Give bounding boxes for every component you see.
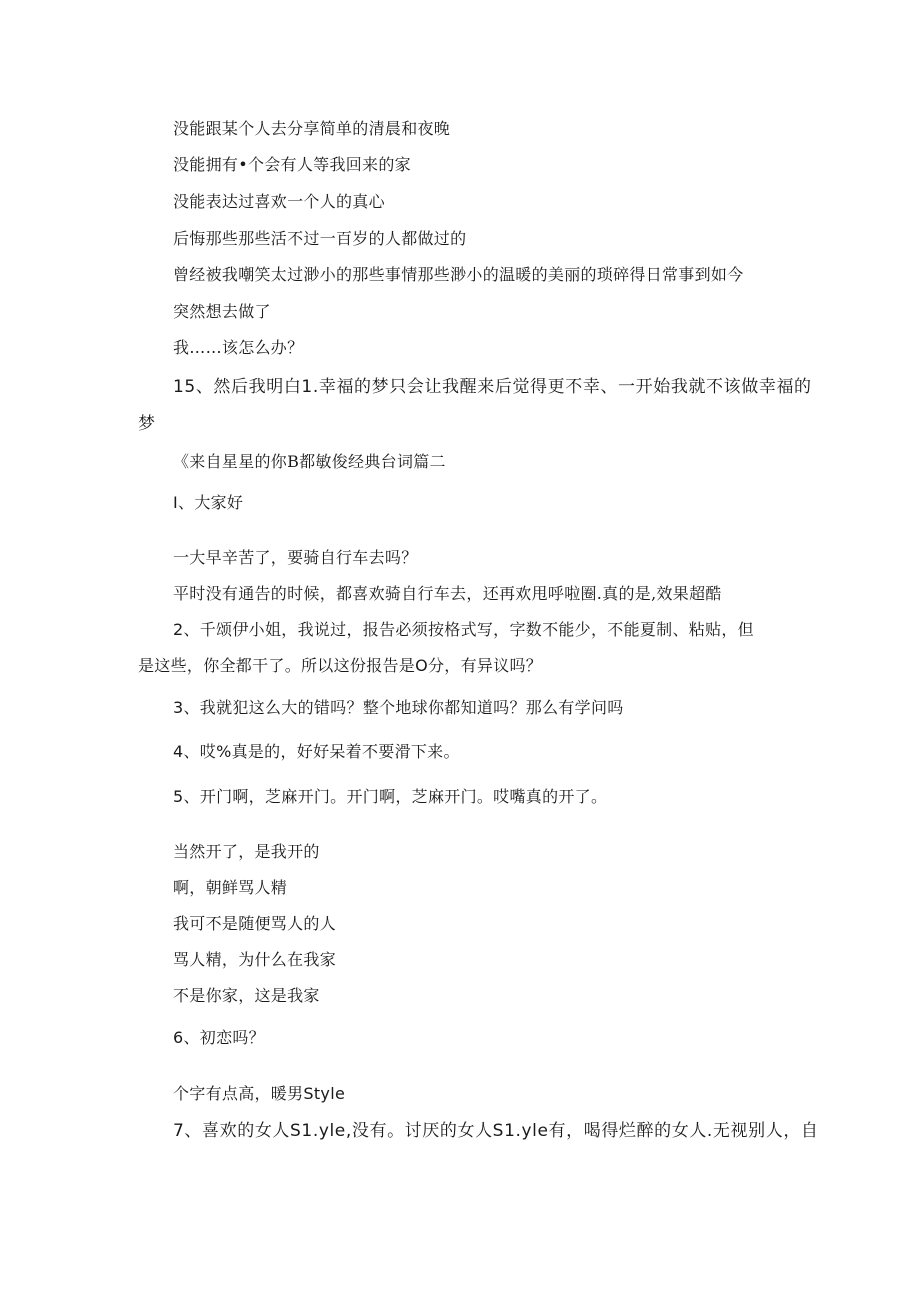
text-line: 个字有点高，暖男Style	[173, 1084, 346, 1103]
numbered-line: 2、千颂伊小姐，我说过，报告必须按格式写，字数不能少，不能夏制、粘贴，但	[173, 620, 754, 639]
text-line: 我……该怎么办？	[173, 338, 304, 357]
text-line: 后悔那些那些活不过一百岁的人都做过的	[173, 229, 467, 248]
text-line: 一大早辛苦了，要骑自行车去吗？	[173, 548, 418, 567]
text-line: 是这些，你全都干了。所以这份报告是O分，有异议吗？	[138, 656, 543, 675]
numbered-line: 7、喜欢的女人S1.yle,没有。讨厌的女人S1.yle有，喝得烂醉的女人.无视别人，自	[173, 1121, 819, 1141]
text-line: 平时没有通告的时候，都喜欢骑自行车去，还再欢甩呼啦圈.真的是,效果超酷	[173, 584, 722, 603]
numbered-line: 15、然后我明白1.幸福的梦只会让我醒来后觉得更不幸、一开始我就不该做幸福的	[173, 377, 812, 397]
numbered-line: 5、开门啊，芝麻开门。开门啊，芝麻开门。哎嘴真的开了。	[173, 787, 608, 806]
text-line: 没能跟某个人去分享简单的清晨和夜晚	[173, 119, 451, 138]
text-line: 骂人精，为什么在我家	[173, 950, 337, 969]
text-line: 突然想去做了	[173, 302, 271, 321]
text-line: 没能表达过喜欢一个人的真心	[173, 192, 385, 211]
text-line: 梦	[138, 414, 156, 434]
numbered-line: 6、初恋吗？	[173, 1028, 265, 1047]
numbered-line: I、大家好	[173, 493, 244, 512]
text-line: 当然开了，是我开的	[173, 842, 320, 861]
text-line: 啊，朝鲜骂人精	[173, 878, 288, 897]
text-line: 曾经被我嘲笑太过渺小的那些事情那些渺小的温暖的美丽的琐碎得日常事到如今	[173, 265, 744, 284]
numbered-line: 3、我就犯这么大的错吗？整个地球你都知道吗？那么有学问吗	[173, 698, 624, 717]
text-line: 我可不是随便骂人的人	[173, 914, 337, 933]
section-heading: 《来自星星的你B都敏俊经典台词篇二	[173, 452, 446, 471]
numbered-line: 4、哎%真是的，好好呆着不要滑下来。	[173, 742, 460, 761]
text-line: 不是你家，这是我家	[173, 986, 320, 1005]
text-line: 没能拥有•个会有人等我回来的家	[173, 155, 411, 174]
